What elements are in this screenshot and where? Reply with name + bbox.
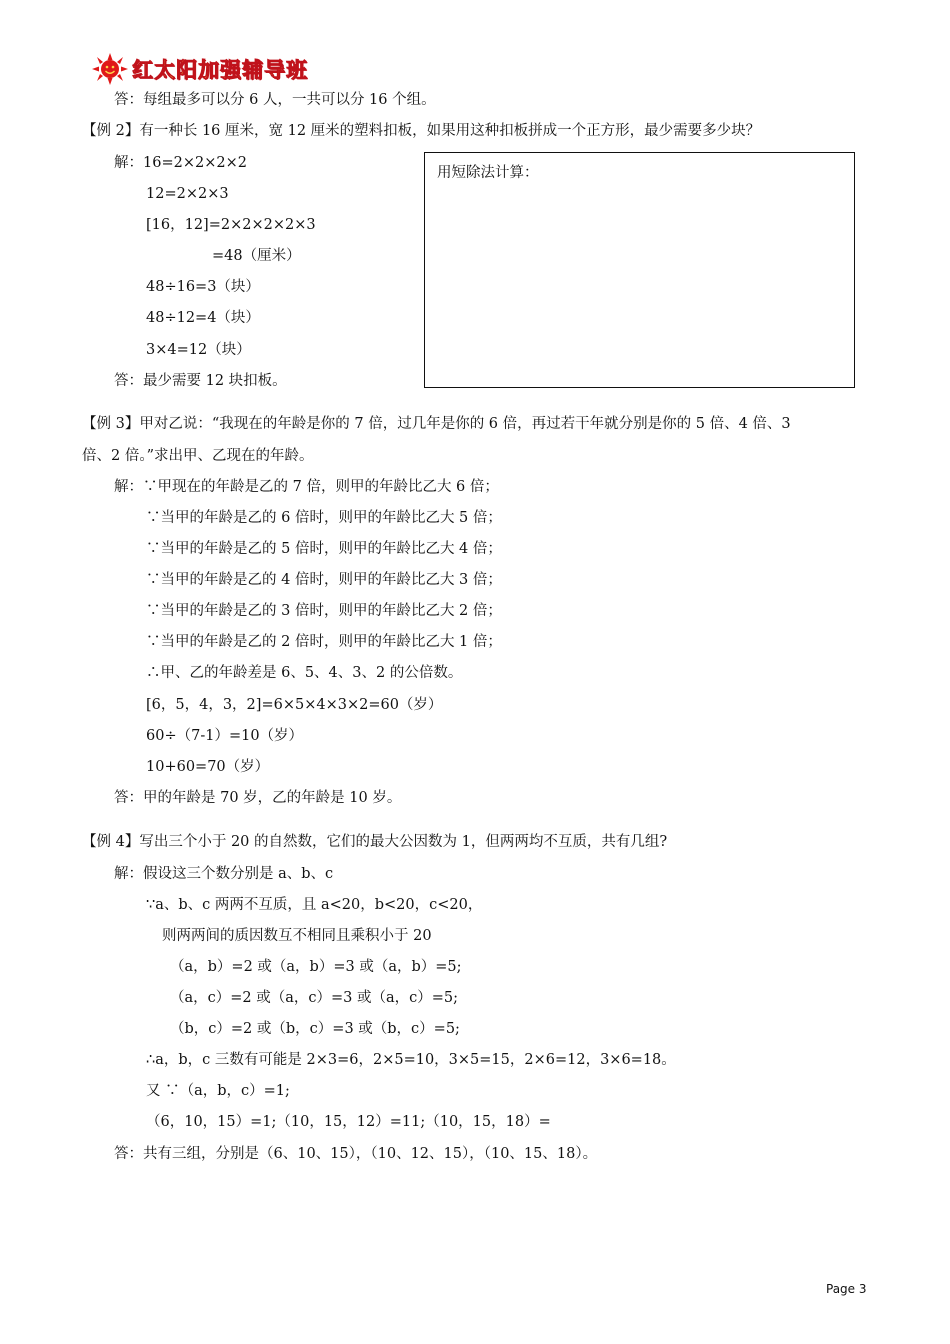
ex2-solution-line: 3×4=12（块） [146, 342, 251, 358]
logo-text: 红太阳加强辅导班 [132, 57, 308, 82]
ex2-solution-line: 48÷16=3（块） [146, 279, 260, 295]
ex3-title: 【例 3】甲对乙说：“我现在的年龄是你的 7 倍，过几年是你的 6 倍，再过若干年就分别是你的 5 倍、4 倍、3 [82, 416, 791, 432]
ex2-solution-line: 48÷12=4（块） [146, 310, 260, 326]
ex4-solution-line: （b，c）=2 或（b，c）=3 或（b，c）=5; [170, 1021, 460, 1037]
ex2-solution-line: =48（厘米） [212, 248, 301, 264]
ex2-title: 【例 2】有一种长 16 厘米，宽 12 厘米的塑料扣板，如果用这种扣板拼成一个正方形，最少需要多少块？ [82, 123, 761, 139]
short-division-box [424, 152, 855, 388]
ex3-solution-line: ∵当甲的年龄是乙的 5 倍时，则甲的年龄比乙大 4 倍； [146, 541, 502, 557]
ex3-solution-line: 解：∵甲现在的年龄是乙的 7 倍，则甲的年龄比乙大 6 倍； [114, 479, 499, 495]
ex3-solution-line: 60÷（7-1）=10（岁） [146, 728, 304, 744]
ex3-solution-line: ∵当甲的年龄是乙的 3 倍时，则甲的年龄比乙大 2 倍； [146, 603, 502, 619]
ex2-solution-line: 12=2×2×3 [146, 186, 229, 202]
ex3-solution-line: ∵当甲的年龄是乙的 6 倍时，则甲的年龄比乙大 5 倍； [146, 510, 502, 526]
ex4-solution-line: ∵a、b、c 两两不互质，且 a<20，b<20，c<20， [146, 897, 483, 913]
ex1-answer: 答：每组最多可以分 6 人，一共可以分 16 个组。 [114, 92, 436, 108]
header-logo [90, 52, 308, 86]
ex2-answer: 答：最少需要 12 块扣板。 [114, 373, 287, 389]
ex4-solution-line: （6，10，15）=1;（10，15，12）=11;（10，15，18）= [146, 1114, 551, 1130]
ex4-answer: 答：共有三组，分别是（6、10、15），（10、12、15），（10、15、18）。 [114, 1146, 598, 1162]
ex4-solution-line: （a，c）=2 或（a，c）=3 或（a，c）=5; [170, 990, 459, 1006]
ex3-solution-line: ∵当甲的年龄是乙的 4 倍时，则甲的年龄比乙大 3 倍； [146, 572, 502, 588]
ex3-solution-line: 10+60=70（岁） [146, 759, 270, 775]
ex3-solution-line: ∴甲、乙的年龄差是 6、5、4、3、2 的公倍数。 [146, 665, 463, 681]
ex3-answer: 答：甲的年龄是 70 岁，乙的年龄是 10 岁。 [114, 790, 402, 806]
ex3-title-cont: 倍、2 倍。”求出甲、乙现在的年龄。 [82, 448, 314, 464]
ex4-solution-line: 又 ∵（a，b，c）=1; [146, 1083, 290, 1099]
ex4-solution-line: （a，b）=2 或（a，b）=3 或（a，b）=5; [170, 959, 462, 975]
page-number: Page 3 [826, 1282, 867, 1296]
box-label: 用短除法计算： [437, 165, 539, 181]
ex4-title: 【例 4】写出三个小于 20 的自然数，它们的最大公因数为 1，但两两均不互质，共有几组? [82, 834, 668, 850]
ex3-solution-line: [6，5，4，3，2]=6×5×4×3×2=60（岁） [146, 697, 443, 713]
ex2-solution-line: [16，12]=2×2×2×2×3 [146, 217, 316, 233]
ex4-solution-line: ∴a，b，c 三数有可能是 2×3=6，2×5=10，3×5=15，2×6=12，3×6=18。 [146, 1052, 676, 1068]
ex4-solution-line: 解：假设这三个数分别是 a、b、c [114, 866, 334, 882]
ex2-solution-line: 解：16=2×2×2×2 [114, 155, 247, 171]
sun-face-icon [90, 52, 130, 86]
ex3-solution-line: ∵当甲的年龄是乙的 2 倍时，则甲的年龄比乙大 1 倍； [146, 634, 502, 650]
ex4-solution-line: 则两两间的质因数互不相同且乘积小于 20 [162, 928, 432, 944]
